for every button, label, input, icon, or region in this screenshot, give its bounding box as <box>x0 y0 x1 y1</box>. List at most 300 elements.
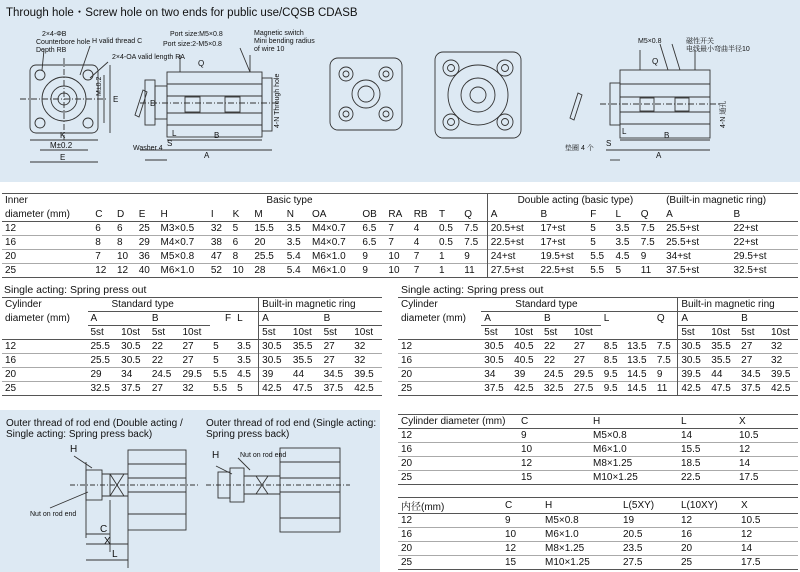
table-row <box>2 340 382 354</box>
table-cell: 30.5 <box>678 340 708 354</box>
table-cell: 39 <box>259 368 290 382</box>
row-label: 25 <box>2 264 92 278</box>
table-cell: 22 <box>541 340 571 354</box>
table-cell: 8 <box>230 250 252 264</box>
rod-nut-right: Nut on rod end <box>240 452 287 459</box>
table-cell: 32 <box>179 382 210 396</box>
table-cell: 23.5 <box>620 542 678 556</box>
col-header: C <box>518 415 590 429</box>
table-cell: 5.5 <box>210 368 234 382</box>
row-label: 20 <box>398 457 518 471</box>
col-header: H <box>158 208 208 222</box>
table-row <box>398 368 798 382</box>
col-l: L <box>234 312 259 326</box>
table-cell: 35.5 <box>290 340 321 354</box>
col-header: T <box>436 208 461 222</box>
table-cell: 28 <box>251 264 283 278</box>
note-counterbore-1: 2×4-ΦB <box>42 31 67 38</box>
head-diameter: diameter (mm) <box>2 208 92 222</box>
col-b2: B <box>738 312 798 326</box>
cyl-label: Cylinder <box>398 298 481 312</box>
table-cell: 9 <box>518 429 590 443</box>
table-cell: 5.4 <box>284 264 309 278</box>
table-cell: 32.5 <box>541 382 571 396</box>
table-cell: 35.5 <box>708 340 738 354</box>
cyl-diameter-label: diameter (mm) <box>401 313 467 324</box>
table-cell: 7.5 <box>654 340 678 354</box>
table-cell: 24.5 <box>149 368 180 382</box>
col-header: K <box>230 208 252 222</box>
table-cell: 15.5 <box>251 222 283 236</box>
rod-nut-left: Nut on rod end <box>30 511 77 518</box>
row-label: 25 <box>398 382 481 396</box>
table-row <box>2 236 798 250</box>
note-washer: Washer 4 <box>133 145 163 152</box>
col-header: E <box>136 208 158 222</box>
table-cell: 7.5 <box>461 236 487 250</box>
rod-x: X <box>104 536 111 547</box>
note-port-right: M5×0.8 <box>638 38 662 45</box>
table-cell: M6×1.0 <box>309 250 359 264</box>
head-inner: Inner <box>2 194 92 208</box>
col-a: A <box>88 312 149 326</box>
table-cell: 10 <box>114 250 136 264</box>
table-cell: 9.5 <box>601 382 624 396</box>
table-cell: M4×0.7 <box>158 236 208 250</box>
main-spec-table <box>2 193 798 278</box>
rod-end-drawing <box>0 440 380 572</box>
table-cell: 25.5+st <box>663 222 730 236</box>
table-cell: 19 <box>620 514 678 528</box>
group-double: Double acting (basic type) <box>487 194 663 208</box>
row-label: 20 <box>2 368 88 382</box>
col-header: A <box>487 208 537 222</box>
table-cell: 6 <box>114 222 136 236</box>
table-cell: 27.5 <box>620 556 678 570</box>
sub-header: 10st <box>571 326 601 340</box>
note-switch-1: Magnetic switch <box>254 30 304 37</box>
row-label: 16 <box>398 528 502 542</box>
table-cell: 20.5 <box>620 528 678 542</box>
table-cell: 16 <box>678 528 738 542</box>
col-header: C <box>502 498 542 514</box>
table-cell: 15 <box>518 471 590 485</box>
table-cell: 30.5 <box>118 354 149 368</box>
table-cell: 5 <box>587 236 612 250</box>
table-cell: M10×1.25 <box>542 556 620 570</box>
single-left-table <box>2 297 382 396</box>
col-header: L <box>612 208 637 222</box>
col-b2: B <box>321 312 382 326</box>
drawing-title: Through hole・Screw hole on two ends for public use/CQSB CDASB <box>6 7 358 19</box>
table-cell: 9.5 <box>601 368 624 382</box>
table-cell: 47.5 <box>290 382 321 396</box>
table-cell: 30.5 <box>259 340 290 354</box>
group-standard: Standard type <box>88 298 259 312</box>
table-cell: 11 <box>638 264 663 278</box>
table-cell: 11 <box>461 264 487 278</box>
col-header: 内径(mm) <box>398 498 502 514</box>
row-label: 12 <box>398 429 518 443</box>
table-cell: 42.5 <box>511 382 541 396</box>
table-cell: 8 <box>92 236 114 250</box>
table-cell: 32.5+st <box>730 264 798 278</box>
rod-table-en <box>398 414 798 485</box>
table-cell: 10.5 <box>738 514 798 528</box>
row-label: 25 <box>2 382 88 396</box>
table-cell: 9 <box>359 264 385 278</box>
table-cell: 52 <box>208 264 230 278</box>
table-cell: M5×0.8 <box>542 514 620 528</box>
table-cell: 12 <box>518 457 590 471</box>
col-header: L(5XY) <box>620 498 678 514</box>
sub-header: 5st <box>88 326 119 340</box>
table-cell: 7 <box>411 264 436 278</box>
table-cell: 40 <box>136 264 158 278</box>
sub-header: 5st <box>678 326 708 340</box>
note-counterbore-2: Counterbore hole <box>36 39 91 46</box>
table-cell: 8.5 <box>601 340 624 354</box>
table-cell: 22.5+st <box>487 236 537 250</box>
col-header: N <box>284 208 309 222</box>
table-cell: 5.4 <box>284 250 309 264</box>
table-cell: 5 <box>210 340 234 354</box>
col-header: B <box>538 208 588 222</box>
col-header: D <box>114 208 136 222</box>
table-cell: 12 <box>502 542 542 556</box>
table-cell: 10 <box>230 264 252 278</box>
note-switch-2: Mini bending radius <box>254 38 315 45</box>
table-cell: 20 <box>251 236 283 250</box>
table-cell: 17+st <box>538 222 588 236</box>
table-cell: 22.5 <box>678 471 736 485</box>
dim-a: A <box>204 151 210 160</box>
single-right-title: Single acting: Spring press out <box>401 284 544 296</box>
group-standard: Standard type <box>481 298 678 312</box>
table-cell: 22.5+st <box>538 264 588 278</box>
group-builtin: (Built-in magnetic ring) <box>663 194 798 208</box>
table-cell: 34.5 <box>321 368 352 382</box>
table-cell: 25.5 <box>251 250 283 264</box>
col-a2: A <box>678 312 738 326</box>
table-cell: 42.5 <box>678 382 708 396</box>
row-label: 12 <box>2 222 92 236</box>
table-cell: 7 <box>411 250 436 264</box>
col-header: Q <box>461 208 487 222</box>
table-cell: 9 <box>654 368 678 382</box>
table-cell: M4×0.7 <box>309 236 359 250</box>
table-cell: 12 <box>114 264 136 278</box>
row-label: 20 <box>2 250 92 264</box>
table-cell: 6.5 <box>359 236 385 250</box>
table-cell: 7.5 <box>461 222 487 236</box>
single-right-table <box>398 297 798 396</box>
table-cell: 40.5 <box>511 340 541 354</box>
table-cell: M6×1.0 <box>590 443 678 457</box>
table-cell: 22 <box>149 354 180 368</box>
table-cell: 25.5 <box>88 340 119 354</box>
table-cell: 32.5 <box>88 382 119 396</box>
table-cell: 34.5 <box>738 368 768 382</box>
table-cell: 27.5 <box>571 382 601 396</box>
note-valid-length: 2×4-OA valid length RA <box>112 54 185 61</box>
table-cell: 10 <box>518 443 590 457</box>
table-cell: 40.5 <box>511 354 541 368</box>
table-cell: 27 <box>179 354 210 368</box>
table-cell: 39.5 <box>678 368 708 382</box>
table-cell: 39 <box>511 368 541 382</box>
sub-header: 10st <box>290 326 321 340</box>
note-through-hole: 4-N Through hole <box>274 73 281 128</box>
table-cell: 3.5 <box>612 236 637 250</box>
table-cell: 22+st <box>730 222 798 236</box>
rod-c: C <box>100 524 108 535</box>
table-cell: 47.5 <box>708 382 738 396</box>
rod-right-title-2: Spring press back) <box>206 429 290 440</box>
table-cell: 10.5 <box>736 429 798 443</box>
table-cell: M5×0.8 <box>158 250 208 264</box>
table-cell: 11 <box>654 382 678 396</box>
table-cell: 44 <box>290 368 321 382</box>
table-cell: 35.5 <box>708 354 738 368</box>
note-port-2: Port size:2-M5×0.8 <box>163 41 222 48</box>
rod-left-title-2: Single acting: Spring press back) <box>6 429 153 440</box>
table-cell: 37.5 <box>321 382 352 396</box>
table-cell: 12 <box>678 514 738 528</box>
sub-header: 10st <box>708 326 738 340</box>
table-cell: 5 <box>234 382 259 396</box>
table-row <box>398 443 798 457</box>
note-port-1: Port size:M5×0.8 <box>170 31 223 38</box>
table-cell: 34 <box>118 368 149 382</box>
table-cell: 37.5+st <box>663 264 730 278</box>
table-cell: 37.5 <box>738 382 768 396</box>
table-cell: 5 <box>210 354 234 368</box>
col-header: L(10XY) <box>678 498 738 514</box>
sub-header: 10st <box>511 326 541 340</box>
col-header: Cylinder diameter (mm) <box>398 415 518 429</box>
dim-b: B <box>214 131 220 140</box>
table-cell: M8×1.25 <box>590 457 678 471</box>
col-header: B <box>730 208 798 222</box>
table-cell: 4 <box>411 236 436 250</box>
table-cell: 37.5 <box>118 382 149 396</box>
sub-header: 5st <box>541 326 571 340</box>
table-cell: 7 <box>385 236 410 250</box>
table-cell: 32 <box>351 340 382 354</box>
sub-header: 5st <box>481 326 511 340</box>
col-header: H <box>542 498 620 514</box>
table-cell: 4.5 <box>612 250 637 264</box>
table-cell: 20 <box>678 542 738 556</box>
technical-drawing-top <box>0 0 800 182</box>
table-cell: 13.5 <box>624 354 654 368</box>
sub-header: 5st <box>259 326 290 340</box>
table-cell: 47 <box>208 250 230 264</box>
table-cell: 15.5 <box>678 443 736 457</box>
table-cell: 30.5 <box>481 354 511 368</box>
table-cell: 32 <box>768 340 798 354</box>
table-cell: 30.5 <box>259 354 290 368</box>
row-label: 25 <box>398 471 518 485</box>
table-cell: 27 <box>738 354 768 368</box>
dim-a-right: A <box>656 151 662 160</box>
dim-m-side: M±0.2 <box>96 76 103 96</box>
col-l: L <box>601 312 654 326</box>
note-counterbore-3: Depth RB <box>36 47 67 54</box>
table-cell: 9 <box>638 250 663 264</box>
col-q: Q <box>654 312 678 326</box>
col-header: L <box>678 415 736 429</box>
table-row <box>398 457 798 471</box>
table-row <box>398 354 798 368</box>
table-cell: 14 <box>736 457 798 471</box>
col-header: X <box>736 415 798 429</box>
note-thread: H valid thread C <box>92 38 143 45</box>
dim-e-bottom: E <box>60 153 66 162</box>
table-cell: M4×0.7 <box>309 222 359 236</box>
col-header: I <box>208 208 230 222</box>
table-cell: 32 <box>351 354 382 368</box>
table-cell: 18.5 <box>678 457 736 471</box>
table-cell: 14.5 <box>624 368 654 382</box>
sub-header: 5st <box>149 326 180 340</box>
table-row <box>398 340 798 354</box>
col-a: A <box>481 312 541 326</box>
table-cell: 32 <box>208 222 230 236</box>
rod-l: L <box>112 549 118 560</box>
table-cell: 29 <box>136 236 158 250</box>
table-cell: 29.5 <box>571 368 601 382</box>
rod-left-title-1: Outer thread of rod end (Double acting / <box>6 418 183 429</box>
table-cell: 38 <box>208 236 230 250</box>
table-cell: 3.5 <box>234 340 259 354</box>
rod-h-right: H <box>212 450 220 461</box>
table-cell: 30.5 <box>678 354 708 368</box>
row-label: 16 <box>2 236 92 250</box>
row-label: 12 <box>398 514 502 528</box>
table-cell: 9 <box>359 250 385 264</box>
table-cell: 8.5 <box>601 354 624 368</box>
table-cell: M10×1.25 <box>590 471 678 485</box>
table-row <box>2 382 382 396</box>
dim-s: S <box>167 139 173 148</box>
note-washer-cn: 垫圈 4 个 <box>565 145 594 152</box>
table-cell: 7.5 <box>638 222 663 236</box>
col-f: F <box>210 312 234 326</box>
table-cell: 42.5 <box>259 382 290 396</box>
table-cell: 42.5 <box>351 382 382 396</box>
table-cell: 10 <box>385 264 410 278</box>
table-cell: 27.5+st <box>487 264 537 278</box>
single-left-title: Single acting: Spring press out <box>4 284 147 296</box>
sub-header: 10st <box>768 326 798 340</box>
col-header: X <box>738 498 798 514</box>
row-label: 12 <box>2 340 88 354</box>
table-cell: 39.5 <box>768 368 798 382</box>
row-label: 25 <box>398 556 502 570</box>
col-header: H <box>590 415 678 429</box>
dim-e-right: E <box>113 95 119 104</box>
table-cell: 25 <box>678 556 738 570</box>
dim-b-right: B <box>664 131 670 140</box>
cyl-diameter-label: diameter (mm) <box>5 313 71 324</box>
row-label: 12 <box>398 340 481 354</box>
dim-d: D <box>150 99 156 108</box>
note-through-hole-cn: 4-N 通孔 <box>720 100 727 128</box>
table-cell: 27 <box>571 340 601 354</box>
table-cell: 17.5 <box>738 556 798 570</box>
dim-l: L <box>172 129 177 138</box>
table-cell: 34+st <box>663 250 730 264</box>
table-cell: 6.5 <box>359 222 385 236</box>
col-header: RA <box>385 208 410 222</box>
table-cell: 4.5 <box>234 368 259 382</box>
table-cell: 5.5 <box>587 264 612 278</box>
table-cell: 25.5 <box>88 354 119 368</box>
dim-s-right: S <box>606 139 612 148</box>
table-cell: 27 <box>321 354 352 368</box>
table-row <box>398 514 798 528</box>
table-row <box>2 264 798 278</box>
table-cell: 15 <box>502 556 542 570</box>
table-row <box>398 429 798 443</box>
table-cell: 12 <box>738 528 798 542</box>
col-header: A <box>663 208 730 222</box>
table-cell: 5.5 <box>210 382 234 396</box>
table-cell: 6 <box>230 236 252 250</box>
table-cell: 0.5 <box>436 236 461 250</box>
table-cell: 13.5 <box>624 340 654 354</box>
table-cell: 9 <box>502 514 542 528</box>
sub-header: 10st <box>179 326 210 340</box>
table-cell: 14 <box>678 429 736 443</box>
table-row <box>2 368 382 382</box>
table-cell: 7 <box>92 250 114 264</box>
table-cell: 29.5+st <box>730 250 798 264</box>
sub-header: 5st <box>738 326 768 340</box>
rod-right-title-1: Outer thread of rod end (Single acting: <box>206 418 377 429</box>
table-row <box>398 471 798 485</box>
table-cell: M6×1.0 <box>158 264 208 278</box>
table-cell: 5 <box>612 264 637 278</box>
table-cell: 29.5 <box>179 368 210 382</box>
table-cell: 7 <box>385 222 410 236</box>
table-cell: 27 <box>321 340 352 354</box>
table-cell: 27 <box>738 340 768 354</box>
table-cell: 22+st <box>730 236 798 250</box>
table-cell: 24+st <box>487 250 537 264</box>
table-row <box>2 222 798 236</box>
table-cell: 25 <box>136 222 158 236</box>
note-switch-cn-1: 磁性开关 <box>686 38 714 45</box>
group-builtin: Built-in magnetic ring <box>259 298 382 312</box>
table-cell: 9 <box>461 250 487 264</box>
table-cell: 36 <box>136 250 158 264</box>
table-cell: 7.5 <box>638 236 663 250</box>
table-cell: 22 <box>541 354 571 368</box>
table-cell: 12 <box>736 443 798 457</box>
table-cell: 17+st <box>538 236 588 250</box>
table-cell: 0.5 <box>436 222 461 236</box>
table-cell: 27 <box>571 354 601 368</box>
sub-header: 10st <box>351 326 382 340</box>
table-cell: 22 <box>149 340 180 354</box>
table-cell: 34 <box>481 368 511 382</box>
table-row <box>398 382 798 396</box>
table-cell: 1 <box>436 250 461 264</box>
dim-q: Q <box>198 59 205 68</box>
